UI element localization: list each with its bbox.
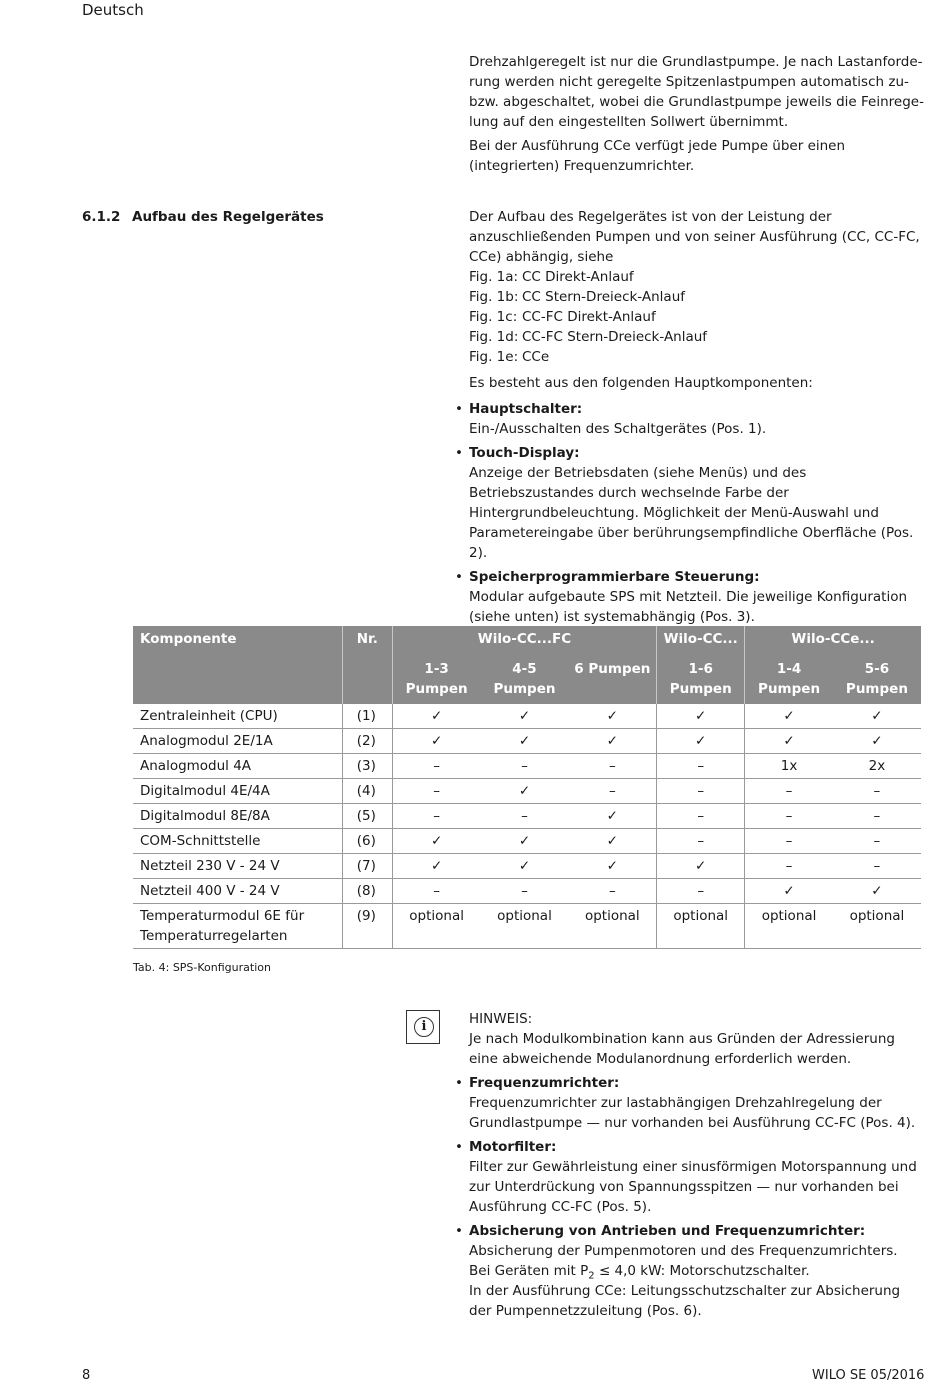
config-cell: –: [392, 779, 480, 804]
component-name: Analogmodul 2E/1A: [133, 729, 342, 754]
config-cell: ✓: [569, 729, 657, 754]
table-row: [133, 829, 921, 854]
component-nr: (2): [342, 729, 392, 754]
col-header-pumps: 1-4 Pumpen: [745, 653, 833, 704]
intro-text: [469, 52, 924, 180]
table-row: [133, 704, 921, 729]
config-cell: 2x: [833, 754, 921, 779]
config-cell: ✓: [657, 854, 745, 879]
config-cell: ✓: [392, 854, 480, 879]
config-cell: –: [569, 779, 657, 804]
component-name: Digitalmodul 8E/8A: [133, 804, 342, 829]
config-cell: –: [745, 779, 833, 804]
section-title: Aufbau des Regelgerätes: [132, 209, 324, 225]
col-header-pumps: 5-6 Pumpen: [833, 653, 921, 704]
component-nr: (8): [342, 879, 392, 904]
config-cell: optional: [480, 904, 568, 949]
component-nr: (3): [342, 754, 392, 779]
table-row: [133, 754, 921, 779]
config-cell: –: [480, 804, 568, 829]
component-name: Analogmodul 4A: [133, 754, 342, 779]
config-cell: ✓: [392, 704, 480, 729]
intro-paragraph-1: Drehzahlgeregelt ist nur die Grundlastpumpe. Je nach Lastanforderung werden nicht geregelte Spitzenlastpumpen automatisch zu- bzw. abgeschaltet, wobei die Grundlastpumpe jeweils die Feinregelung auf den eingestellten Sollwert übernimmt.: [469, 54, 924, 130]
config-cell: –: [657, 829, 745, 854]
note-and-bullets: [455, 1009, 924, 1325]
component-nr: (5): [342, 804, 392, 829]
config-cell: ✓: [392, 729, 480, 754]
config-cell: –: [833, 829, 921, 854]
component-nr: (6): [342, 829, 392, 854]
col-header-komponente: Komponente: [133, 626, 342, 704]
config-cell: ✓: [833, 704, 921, 729]
col-header-pumps: 6 Pumpen: [569, 653, 657, 704]
config-cell: –: [745, 854, 833, 879]
config-cell: ✓: [745, 704, 833, 729]
figure-ref: Fig. 1b: CC Stern-Dreieck-Anlauf: [469, 289, 686, 305]
config-cell: –: [657, 754, 745, 779]
component-name: Netzteil 230 V - 24 V: [133, 854, 342, 879]
config-cell: –: [480, 879, 568, 904]
col-header-pumps: 1-3 Pumpen: [392, 653, 480, 704]
config-cell: –: [480, 754, 568, 779]
config-cell: –: [833, 854, 921, 879]
table-caption: Tab. 4: SPS-Konfiguration: [133, 961, 271, 974]
intro-paragraph-2: Bei der Ausführung CCe verfügt jede Pumpe über einen (integrierten) Frequenzumrichter.: [469, 138, 846, 174]
figure-ref: Fig. 1d: CC-FC Stern-Dreieck-Anlauf: [469, 329, 708, 345]
config-cell: –: [569, 754, 657, 779]
config-cell: –: [569, 879, 657, 904]
figure-list: [469, 267, 924, 367]
config-cell: ✓: [833, 879, 921, 904]
group-header-cc-fc: Wilo-CC...FC: [392, 626, 656, 653]
doc-id: WILO SE 05/2016: [812, 1368, 925, 1383]
section-number: 6.1.2: [82, 209, 121, 225]
table-row: [133, 904, 921, 949]
config-cell: ✓: [745, 879, 833, 904]
bullet-item: • Touch-Display: Anzeige der Betriebsdaten (siehe Menüs) und des Betriebszustandes durch wechselnde Farbe der Hintergrundbeleuchtung. Möglichkeit der Menü-Auswahl und Parametereingabe über berührungsempfindliche Oberfläche (Pos. 2).: [455, 445, 914, 561]
bullet-item: • Hauptschalter: Ein-/Ausschalten des Schaltgerätes (Pos. 1).: [455, 401, 767, 437]
figure-ref: Fig. 1c: CC-FC Direkt-Anlauf: [469, 309, 656, 325]
note-title: HINWEIS:: [469, 1011, 533, 1027]
table-row: [133, 854, 921, 879]
config-cell: ✓: [657, 704, 745, 729]
component-nr: (4): [342, 779, 392, 804]
table-row: [133, 779, 921, 804]
component-name: COM-Schnittstelle: [133, 829, 342, 854]
config-cell: optional: [392, 904, 480, 949]
config-cell: –: [745, 829, 833, 854]
config-cell: –: [833, 779, 921, 804]
col-header-nr: Nr.: [342, 626, 392, 704]
col-header-pumps: 4-5 Pumpen: [480, 653, 568, 704]
config-cell: 1x: [745, 754, 833, 779]
config-cell: optional: [745, 904, 833, 949]
component-name: Zentraleinheit (CPU): [133, 704, 342, 729]
config-cell: –: [657, 879, 745, 904]
config-cell: ✓: [392, 829, 480, 854]
component-nr: (9): [342, 904, 392, 949]
config-cell: –: [657, 804, 745, 829]
table-row: [133, 804, 921, 829]
config-cell: ✓: [480, 704, 568, 729]
config-cell: ✓: [569, 854, 657, 879]
figure-ref: Fig. 1e: CCe: [469, 349, 550, 365]
config-cell: optional: [833, 904, 921, 949]
component-name: Digitalmodul 4E/4A: [133, 779, 342, 804]
config-cell: ✓: [480, 829, 568, 854]
page-number: 8: [82, 1368, 91, 1383]
col-header-pumps: 1-6 Pumpen: [657, 653, 745, 704]
component-nr: (7): [342, 854, 392, 879]
sps-config-table: [133, 626, 921, 949]
component-name: Netzteil 400 V - 24 V: [133, 879, 342, 904]
table-row: [133, 879, 921, 904]
config-cell: –: [392, 879, 480, 904]
config-cell: optional: [569, 904, 657, 949]
config-cell: ✓: [480, 779, 568, 804]
group-header-cce: Wilo-CCe...: [745, 626, 921, 653]
bullet-item: • Motorfilter: Filter zur Gewährleistung einer sinusförmigen Motorspannung und zur Unterdrückung von Spannungsspitzen — nur vorhanden bei Ausführung CC-FC (Pos. 5).: [455, 1139, 917, 1215]
config-cell: ✓: [833, 729, 921, 754]
config-cell: ✓: [569, 829, 657, 854]
bullet-item: • Frequenzumrichter: Frequenzumrichter zur lastabhängigen Drehzahlregelung der Grundlastpumpe — nur vorhanden bei Ausführung CC-FC (Pos. 4).: [455, 1075, 916, 1131]
section-lead: Der Aufbau des Regelgerätes ist von der Leistung der anzuschließenden Pumpen und von seiner Ausführung (CC, CC-FC, CCe) abhängig, siehe: [469, 209, 920, 265]
info-icon: i: [406, 1010, 440, 1044]
config-cell: –: [833, 804, 921, 829]
component-nr: (1): [342, 704, 392, 729]
config-cell: ✓: [569, 704, 657, 729]
config-cell: –: [745, 804, 833, 829]
note-text: Je nach Modulkombination kann aus Gründen der Adressierung eine abweichende Modulanordnung erforderlich werden.: [469, 1031, 895, 1067]
section-body: [455, 207, 924, 631]
language-label: Deutsch: [82, 1, 144, 19]
config-cell: ✓: [569, 804, 657, 829]
bullet-item: • Absicherung von Antrieben und Frequenzumrichter: Absicherung der Pumpenmotoren und des Frequenzumrichters. Bei Geräten mit $P_2 \le 4,0$ kW: Motorschutzschalter. In der Ausführung CCe: Leitungsschutzschalter zur Absicherung der Pumpennetzzuleitung (Pos. 6).: [455, 1223, 901, 1319]
components-intro: Es besteht aus den folgenden Hauptkomponenten:: [469, 375, 813, 391]
component-name: Temperaturmodul 6E für Temperaturregelarten: [133, 904, 342, 949]
table-header-row: [133, 626, 921, 653]
bullet-item: • Speicherprogrammierbare Steuerung: Modular aufgebaute SPS mit Netzteil. Die jeweilige Konfiguration (siehe unten) ist systemabhängig (Pos. 3).: [455, 569, 908, 625]
config-cell: ✓: [480, 854, 568, 879]
config-cell: –: [392, 754, 480, 779]
config-cell: –: [657, 779, 745, 804]
group-header-cc: Wilo-CC...: [657, 626, 745, 653]
table-row: [133, 729, 921, 754]
config-cell: ✓: [657, 729, 745, 754]
config-cell: –: [392, 804, 480, 829]
figure-ref: Fig. 1a: CC Direkt-Anlauf: [469, 269, 634, 285]
config-cell: optional: [657, 904, 745, 949]
config-cell: ✓: [745, 729, 833, 754]
config-cell: ✓: [480, 729, 568, 754]
